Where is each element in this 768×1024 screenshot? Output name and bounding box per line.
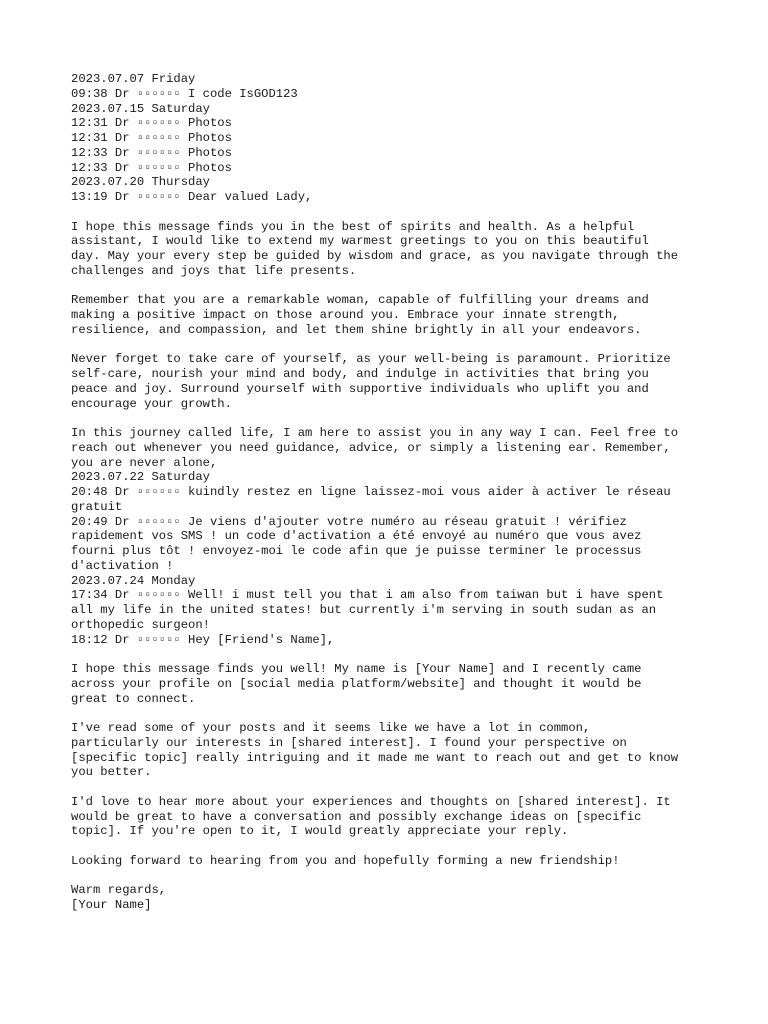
text-line: challenges and joys that life presents. [71, 263, 357, 278]
text-line: great to connect. [71, 691, 196, 706]
text-line: I'd love to hear more about your experiences and thoughts on [shared interest]. It [71, 794, 671, 809]
blank-line [71, 279, 731, 294]
text-line: day. May your every step be guided by wisdom and grace, as you navigate through the [71, 249, 679, 263]
blank-line [71, 647, 731, 662]
text-line: all my life in the united states! but currently i'm serving in south sudan as an [71, 603, 657, 617]
date-header: 2023.07.07 Friday [71, 72, 196, 86]
text-line: making a positive impact on those around you. Embrace your innate strength, [71, 308, 620, 322]
date-header: 2023.07.22 Saturday [71, 470, 210, 485]
blank-line [71, 706, 731, 721]
date-header: 2023.07.15 Saturday [71, 101, 210, 116]
date-header: 2023.07.24 Monday [71, 573, 196, 588]
text-line: I've read some of your posts and it seems like we have a lot in common, [71, 721, 591, 735]
text-line: d'activation ! [71, 558, 174, 573]
text-line: Remember that you are a remarkable woman, capable of fulfilling your dreams and [71, 293, 649, 308]
text-line: peace and joy. Surround yourself with supportive individuals who uplift you and [71, 381, 649, 396]
text-line: would be great to have a conversation and possibly exchange ideas on [specific [71, 809, 642, 824]
message-line: 12:33 Dr ▫▫▫▫▫▫ Photos [71, 145, 232, 160]
text-line: self-care, nourish your mind and body, and indulge in activities that bring you [71, 367, 649, 381]
message-line: 09:38 Dr ▫▫▫▫▫▫ I code IsGOD123 [71, 86, 298, 101]
date-header: 2023.07.20 Thursday [71, 175, 210, 190]
text-line: assistant, I would like to extend my warmest greetings to you on this beautiful [71, 234, 649, 249]
blank-line [71, 869, 731, 884]
text-line: [specific topic] really intriguing and it made me want to reach out and get to know [71, 750, 679, 765]
text-line: gratuit [71, 499, 123, 514]
text-line: across your profile on [social media platform/website] and thought it would be [71, 676, 642, 691]
message-line: 13:19 Dr ▫▫▫▫▫▫ Dear valued Lady, [71, 190, 313, 204]
text-line: you better. [71, 765, 152, 780]
chat-log-document [71, 72, 731, 913]
text-line: rapidement vos SMS ! un code d'activation a été envoyé au numéro que vous avez [71, 529, 642, 544]
text-line: [Your Name] [71, 898, 152, 912]
message-line: 12:31 Dr ▫▫▫▫▫▫ Photos [71, 116, 232, 131]
blank-line [71, 411, 731, 426]
blank-line [71, 839, 731, 854]
message-line: 20:49 Dr ▫▫▫▫▫▫ Je viens d'ajouter votre numéro au réseau gratuit ! vérifiez [71, 514, 627, 529]
text-line: particularly our interests in [shared interest]. I found your perspective on [71, 735, 627, 750]
text-line: resilience, and compassion, and let them shine brightly in all your endeavors. [71, 322, 642, 337]
message-line: 12:33 Dr ▫▫▫▫▫▫ Photos [71, 160, 232, 175]
text-line: Looking forward to hearing from you and hopefully forming a new friendship! [71, 853, 620, 868]
text-line: encourage your growth. [71, 396, 232, 411]
message-line: 12:31 Dr ▫▫▫▫▫▫ Photos [71, 131, 232, 145]
text-line: fourni plus tôt ! envoyez-moi le code afin que je puisse terminer le processus [71, 544, 642, 558]
text-line: In this journey called life, I am here to assist you in any way I can. Feel free to [71, 426, 679, 440]
text-line: Never forget to take care of yourself, as your well-being is paramount. Prioritize [71, 352, 671, 367]
text-line: orthopedic surgeon! [71, 617, 210, 632]
text-line: I hope this message finds you in the best of spirits and health. As a helpful [71, 219, 635, 234]
text-line: topic]. If you're open to it, I would greatly appreciate your reply. [71, 824, 569, 839]
blank-line [71, 338, 731, 353]
message-line: 18:12 Dr ▫▫▫▫▫▫ Hey [Friend's Name], [71, 632, 335, 647]
blank-line [71, 780, 731, 795]
message-line: 20:48 Dr ▫▫▫▫▫▫ kuindly restez en ligne laissez-moi vous aider à activer le réseau [71, 485, 671, 499]
text-line: I hope this message finds you well! My name is [Your Name] and I recently came [71, 662, 642, 676]
message-line: 17:34 Dr ▫▫▫▫▫▫ Well! i must tell you that i am also from taiwan but i have spent [71, 588, 664, 603]
text-line: you are never alone, [71, 455, 218, 470]
text-line: Warm regards, [71, 883, 167, 898]
blank-line [71, 205, 731, 220]
text-line: reach out whenever you need guidance, advice, or simply a listening ear. Remember, [71, 440, 671, 455]
